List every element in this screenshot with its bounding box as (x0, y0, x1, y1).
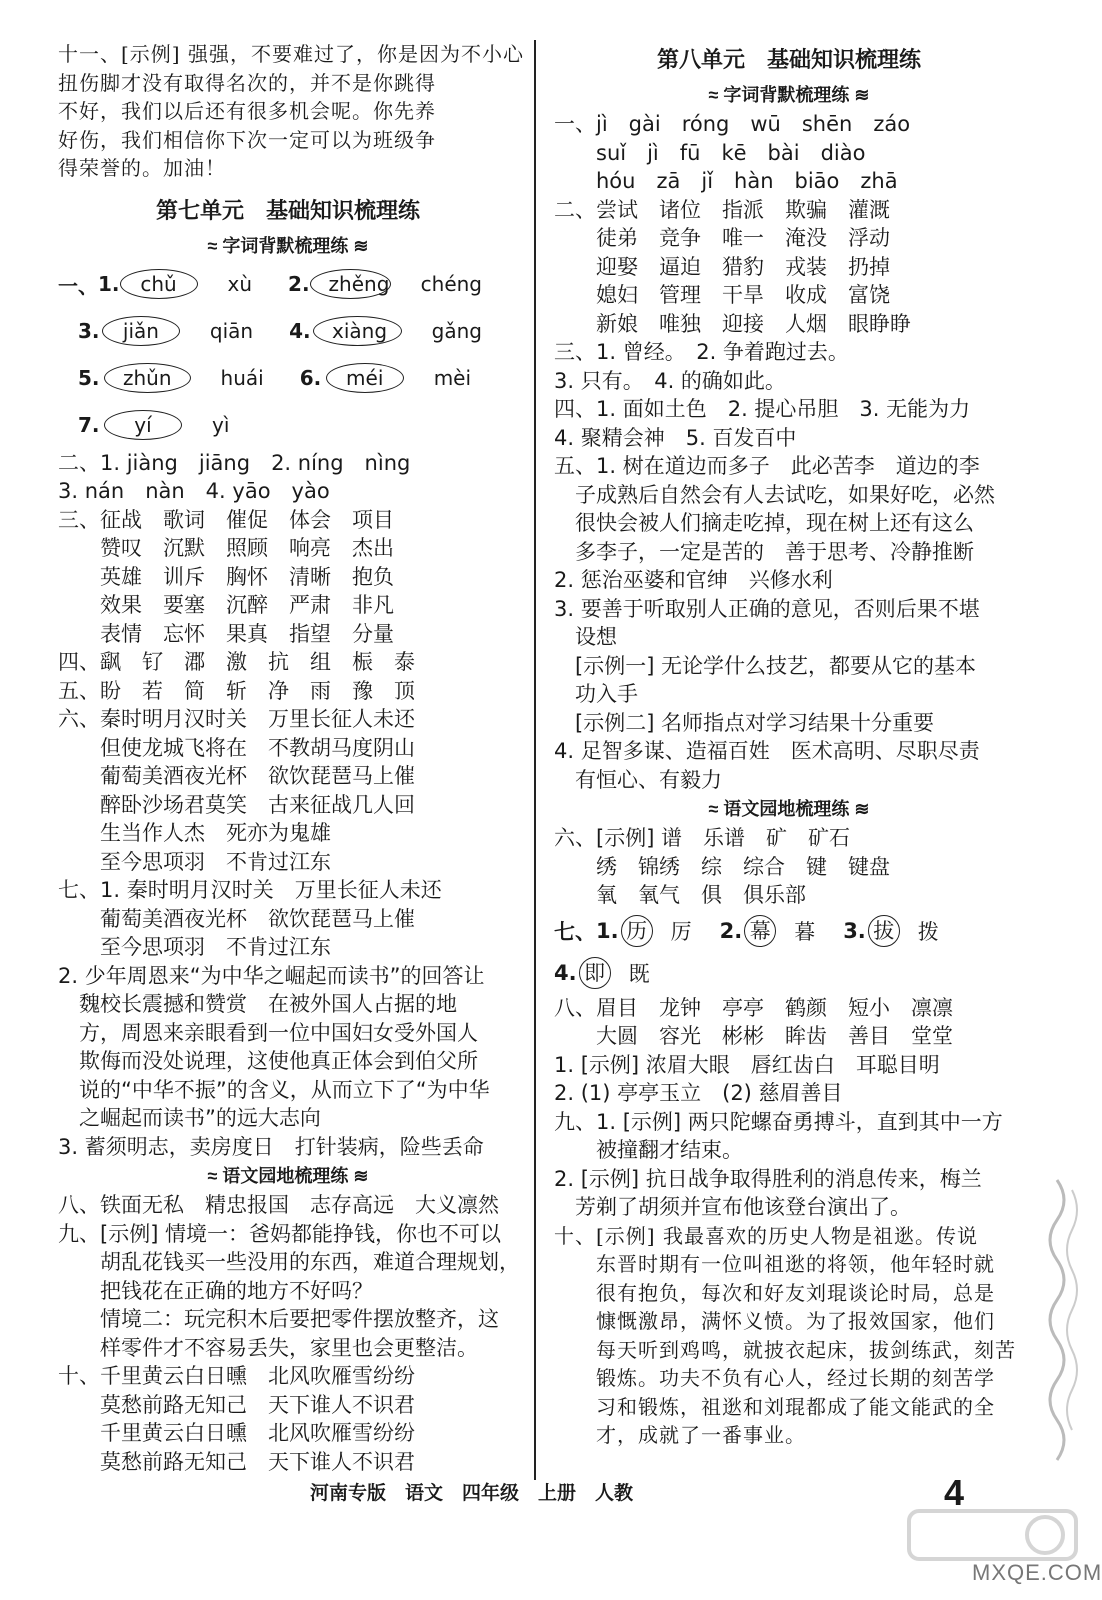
text-line: 芳剃了胡须并宣布他该登台演出了。 (554, 1195, 911, 1219)
text-line: 2. 惩治巫婆和官绅 兴修水利 (554, 568, 833, 592)
text-line: 徒弟 竞争 唯一 淹没 浮动 (554, 226, 890, 250)
char: 暮 (794, 919, 816, 944)
text-line: 设想 (554, 625, 617, 649)
item-number: 6. (299, 366, 322, 390)
text-line: 赞叹 沉默 照顾 响亮 杰出 (58, 536, 394, 560)
answer-11-block (58, 40, 524, 183)
pinyin: xù (227, 272, 253, 296)
answer-lines (554, 824, 1024, 910)
text-line: 七、1. 秦时明月汉时关 万里长征人未还 (58, 878, 442, 902)
text-line: 4. 足智多谋、造福百姓 医术高明、尽职尽责 (554, 739, 980, 763)
text-line: 3. 要善于听取别人正确的意见，否则后果不堪 (554, 596, 980, 621)
circled-row (554, 910, 1024, 952)
text-line: hóu zā jǐ hàn biāo zhā (554, 169, 898, 193)
item-number: 3. (843, 918, 866, 943)
pinyin-row (58, 402, 518, 449)
indent (58, 317, 78, 346)
char: 既 (628, 961, 650, 986)
text-line: 莫愁前路无知己 天下谁人不识君 (58, 1449, 415, 1474)
text-line: 得荣誉的。加油！ (58, 156, 226, 180)
circled-char: 即 (579, 957, 611, 989)
footer-edition: 河南专版 语文 四年级 上册 人教 (310, 1482, 634, 1504)
text-line: 胡乱花钱买一些没用的东西，难道合理规划， (58, 1250, 520, 1274)
text-line: 有恒心、有毅力 (554, 767, 722, 792)
item-number: 4. (289, 319, 311, 343)
text-line: 情境二：玩完积木后要把零件摆放整齐，这 (58, 1307, 499, 1331)
text-line: 氧 氧气 俱 俱乐部 (554, 883, 806, 907)
text-line: [示例一] 无论学什么技艺，都要从它的基本 (554, 653, 977, 678)
text-line: 一、jì gài róng wū shēn záo (554, 112, 911, 136)
text-line: 英雄 训斥 胸怀 清晰 抱负 (58, 564, 394, 589)
page-number: 4 (944, 1472, 965, 1513)
text-line: 方，周恩来亲眼看到一位中国妇女受外国人 (58, 1020, 478, 1045)
text-line: 六、秦时明月汉时关 万里长征人未还 (58, 707, 415, 731)
text-line: 葡萄美酒夜光杯 欲饮琵琶马上催 (58, 906, 415, 931)
text-line: 很快会被人们摘走吃掉，现在树上还有这么 (554, 511, 974, 535)
text-line: suǐ jì fū kē bài diào (554, 140, 866, 165)
text-line: 1. [示例] 浓眉大眼 唇红齿白 耳聪目明 (554, 1052, 940, 1077)
text-line: 扭伤脚才没有取得名次的，并不是你跳得 (58, 70, 436, 95)
edge-decoration (1027, 1180, 1087, 1480)
text-line: 之崛起而读书”的远大志向 (58, 1106, 321, 1130)
text-line: 子成熟后自然会有人去试吃，如果好吃，必然 (554, 482, 995, 507)
item-number: 5. (78, 366, 100, 390)
text-line: 功入手 (554, 682, 638, 706)
text-line: 慷慨激昂，满怀义愤。为了报效国家，他们 (554, 1309, 995, 1333)
text-line: 三、1. 曾经。 2. 争着跑过去。 (554, 340, 849, 364)
pinyin-row (58, 261, 518, 308)
question-prefix: 一、 (58, 273, 98, 298)
question-7-circled (554, 910, 1024, 994)
item-number: 1. (596, 918, 619, 943)
text-line: 魏校长震撼和赞赏 在被外国人占据的地 (58, 992, 457, 1016)
indent (58, 364, 78, 393)
circled-answer: xiàng (313, 316, 402, 346)
text-line: 四、飖 钌 㴫 激 抗 组 桭 泰 (58, 650, 415, 674)
text-line: 媳妇 管理 干旱 收成 富饶 (554, 283, 890, 307)
text-line: 十、[示例] 我最喜欢的历史人物是祖逖。传说 (554, 1223, 978, 1248)
question-prefix: 七、 (554, 919, 596, 944)
text-line: 千里黄云白日曛 北风吹雁雪纷纷 (58, 1421, 415, 1445)
text-line: 九、1. [示例] 两只陀螺奋勇搏斗，直到其中一方 (554, 1109, 1003, 1134)
circled-answer: yí (104, 410, 182, 440)
text-line: 2. [示例] 抗日战争取得胜利的消息传来，梅兰 (554, 1166, 982, 1191)
text-line: 3. 只有。 4. 的确如此。 (554, 368, 786, 393)
text-line: 把钱花在正确的地方不好吗？ (58, 1278, 373, 1303)
text-line: 效果 要塞 沉醉 严肃 非凡 (58, 593, 394, 617)
pinyin-row (58, 355, 518, 402)
column-divider (534, 40, 536, 1480)
unit-7-title: 第七单元 基础知识梳理练 (155, 197, 420, 223)
text-line: 八、铁面无私 精忠报国 志存高远 大义凛然 (58, 1193, 499, 1217)
pinyin: chéng (420, 272, 482, 296)
text-line: 六、[示例] 谱 乐谱 矿 矿石 (554, 826, 851, 850)
text-line: 才，成就了一番事业。 (554, 1423, 806, 1447)
text-line: 九、[示例] 情境一：爸妈都能挣钱，你也不可以 (58, 1221, 502, 1246)
text-line: 十、千里黄云白日曛 北风吹雁雪纷纷 (58, 1364, 415, 1388)
section-title: ≈ 语文园地梳理练 ≋ (708, 799, 870, 819)
text-line: 大圆 容光 彬彬 眸齿 善目 堂堂 (554, 1024, 953, 1048)
text-line: 新娘 唯独 迎接 人烟 眼睁睁 (554, 311, 911, 336)
answer-lines (58, 449, 518, 1162)
text-line: 锻炼。功夫不负有心人，经过长期的刻苦学 (554, 1366, 995, 1390)
item-number: 4. (554, 960, 577, 985)
text-line: 生当作人杰 死亦为鬼雄 (58, 821, 331, 845)
answer-10-block (554, 1222, 1024, 1450)
left-column (58, 40, 524, 1476)
text-line: 表情 忘怀 果真 指望 分量 (58, 621, 394, 646)
watermark-text: MXQE.COM (972, 1560, 1102, 1585)
text-line: 十一、[示例] 强强，不要难过了，你是因为不小心 (58, 42, 524, 66)
text-line: 醉卧沙场君莫笑 古来征战几人回 (58, 792, 415, 817)
pinyin: yì (212, 413, 230, 437)
answer-lines (58, 1191, 518, 1476)
text-line: 但使龙城飞将在 不教胡马度阴山 (58, 735, 415, 760)
pinyin: mèi (433, 366, 472, 390)
circled-row (554, 952, 1024, 994)
text-line: 欺侮而没处说理，这使他真正体会到伯父所 (58, 1049, 478, 1073)
text-line: 每天听到鸡鸣，就披衣起床，拔剑练武，刻苦 (554, 1337, 1016, 1362)
text-line: 被撞翻才结束。 (554, 1138, 743, 1162)
circled-answer: zhǔn (104, 363, 191, 393)
text-line: 2. (1) 亭亭玉立 (2) 慈眉善目 (554, 1081, 843, 1105)
answer-lines (554, 994, 1024, 1222)
pinyin: gǎng (431, 319, 482, 343)
item-number: 2. (288, 272, 310, 296)
circled-char: 历 (621, 915, 653, 947)
unit-8-title: 第八单元 基础知识梳理练 (656, 47, 921, 72)
text-line: 三、征战 歌词 催促 体会 项目 (58, 507, 394, 532)
section-title: ≈ 字词背默梳理练 ≋ (207, 235, 369, 256)
text-line: 东晋时期有一位叫祖逖的将领，他年轻时就 (554, 1252, 995, 1276)
text-line: 五、1. 树在道边而多子 此必苦李 道边的李 (554, 454, 980, 478)
text-line: 4. 聚精会神 5. 百发百中 (554, 425, 797, 450)
text-line: 绣 锦绣 综 综合 键 键盘 (554, 854, 890, 879)
char: 拨 (917, 919, 939, 944)
circled-char: 拔 (868, 915, 900, 947)
circled-answer: jiǎn (102, 316, 180, 346)
char: 厉 (670, 919, 692, 944)
text-line: 说的“中华不振”的含义，从而立下了“为中华 (58, 1077, 490, 1102)
text-line: [示例二] 名师指点对学习结果十分重要 (554, 710, 935, 735)
text-line: 八、眉目 龙钟 亭亭 鹤颜 短小 凛凛 (554, 995, 953, 1020)
circled-answer: zhěng (310, 269, 391, 299)
pinyin-row (58, 308, 518, 355)
text-line: 迎娶 逼迫 猎豹 戎装 扔掉 (554, 254, 890, 279)
text-line: 习和锻炼，祖逖和刘琨都成了能文能武的全 (554, 1394, 995, 1419)
text-line: 至今思项羽 不肯过江东 (58, 935, 331, 959)
text-line: 二、1. jiàng jiāng 2. níng nìng (58, 450, 411, 475)
item-number: 7. (78, 413, 100, 437)
pinyin: huái (220, 366, 264, 390)
question-1-pinyin (58, 261, 518, 449)
text-line: 2. 少年周恩来“为中华之崛起而读书”的回答让 (58, 963, 485, 988)
text-line: 四、1. 面如土色 2. 提心吊胆 3. 无能为力 (554, 397, 971, 421)
text-line: 3. nán nàn 4. yāo yào (58, 479, 330, 503)
section-title: ≈ 语文园地梳理练 ≋ (207, 1166, 369, 1186)
item-number: 1. (98, 272, 120, 296)
text-line: 3. 蓄须明志，卖房度日 打针装病，险些丢命 (58, 1134, 484, 1159)
text-line: 至今思项羽 不肯过江东 (58, 849, 331, 874)
circled-answer: méi (326, 363, 404, 393)
text-line: 葡萄美酒夜光杯 欲饮琵琶马上催 (58, 764, 415, 788)
text-line: 好伤，我们相信你下次一定可以为班级争 (58, 127, 436, 152)
item-number: 2. (719, 918, 743, 943)
text-line: 样零件才不容易丢失，家里也会更整洁。 (58, 1335, 478, 1360)
indent (58, 411, 78, 440)
answer-lines (554, 110, 1024, 794)
text-line: 莫愁前路无知己 天下谁人不识君 (58, 1392, 415, 1417)
section-title: ≈ 字词背默梳理练 ≋ (708, 85, 870, 105)
pinyin: qiān (209, 319, 254, 343)
text-line: 五、盼 若 简 斩 净 雨 豫 顶 (58, 678, 415, 703)
text-line: 二、尝试 诸位 指派 欺骗 灌溉 (554, 197, 890, 222)
circled-answer: chǔ (120, 269, 198, 299)
circled-char: 幕 (744, 915, 776, 947)
right-column (554, 40, 1024, 1450)
item-number: 3. (78, 319, 100, 343)
text-line: 多李子，一定是苦的 善于思考、冷静推断 (554, 539, 974, 564)
text-line: 不好，我们以后还有很多机会呢。你先养 (58, 99, 436, 123)
text-line: 很有抱负，每次和好友刘琨谈论时局，总是 (554, 1280, 995, 1305)
